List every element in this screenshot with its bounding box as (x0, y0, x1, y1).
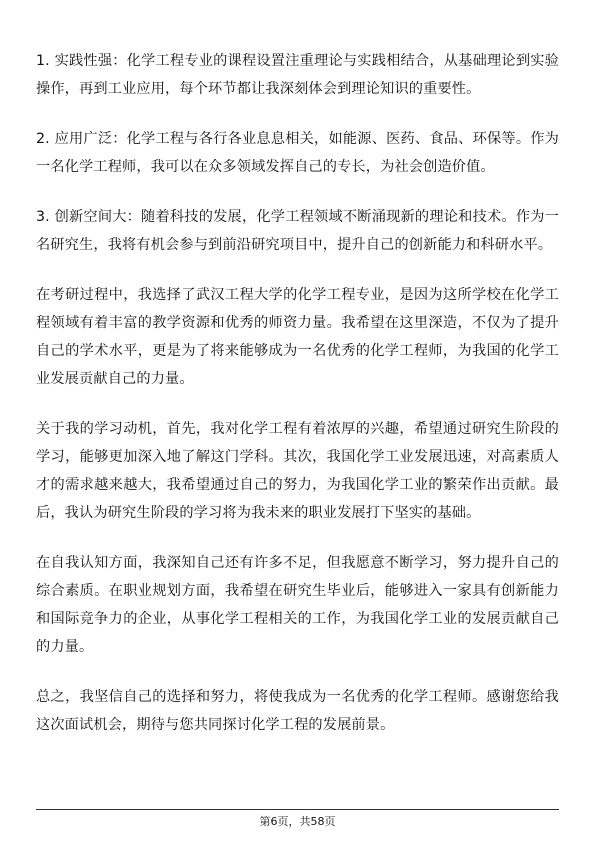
page-number: 第6页，共58页 (259, 815, 336, 828)
paragraph-conclusion: 总之，我坚信自己的选择和努力，将使我成为一名优秀的化学工程师。感谢您给我这次面试机会，期待与您共同探讨化学工程的发展前景。 (36, 689, 559, 733)
paragraph-applications: 2. 应用广泛：化学工程与各行各业息息相关，如能源、医药、食品、环保等。作为一名化学工程师，我可以在众多领域发挥自己的专长，为社会创造价值。 (36, 131, 559, 175)
footer-divider (36, 809, 559, 810)
document-body (36, 47, 559, 761)
paragraph-self-assessment: 在自我认知方面，我深知自己还有许多不足，但我愿意不断学习，努力提升自己的综合素质。在职业规划方面，我希望在研究生毕业后，能够进入一家具有创新能力和国际竞争力的企业，从事化学工程相关的工作，为我国化学工业的发展贡献自己的力量。 (36, 555, 559, 655)
paragraph-motivation: 关于我的学习动机，首先，我对化学工程有着浓厚的兴趣，希望通过研究生阶段的学习，能够更加深入地了解这门学科。其次，我国化学工业发展迅速，对高素质人才的需求越来越大，我希望通过自己的努力，为我国化学工业的繁荣作出贡献。最后，我认为研究生阶段的学习将为我未来的职业发展打下坚实的基础。 (36, 421, 559, 521)
paragraph-innovation: 3. 创新空间大：随着科技的发展，化学工程领域不断涌现新的理论和技术。作为一名研究生，我将有机会参与到前沿研究项目中，提升自己的创新能力和科研水平。 (36, 209, 559, 253)
paragraph-practicality: 1. 实践性强：化学工程专业的课程设置注重理论与实践相结合，从基础理论到实验操作，再到工业应用，每个环节都让我深刻体会到理论知识的重要性。 (36, 53, 559, 97)
paragraph-school-choice: 在考研过程中，我选择了武汉工程大学的化学工程专业，是因为这所学校在化学工程领域有着丰富的教学资源和优秀的师资力量。我希望在这里深造，不仅为了提升自己的学术水平，更是为了将来能够成为一名优秀的化学工程师，为我国的化学工业发展贡献自己的力量。 (36, 287, 559, 387)
